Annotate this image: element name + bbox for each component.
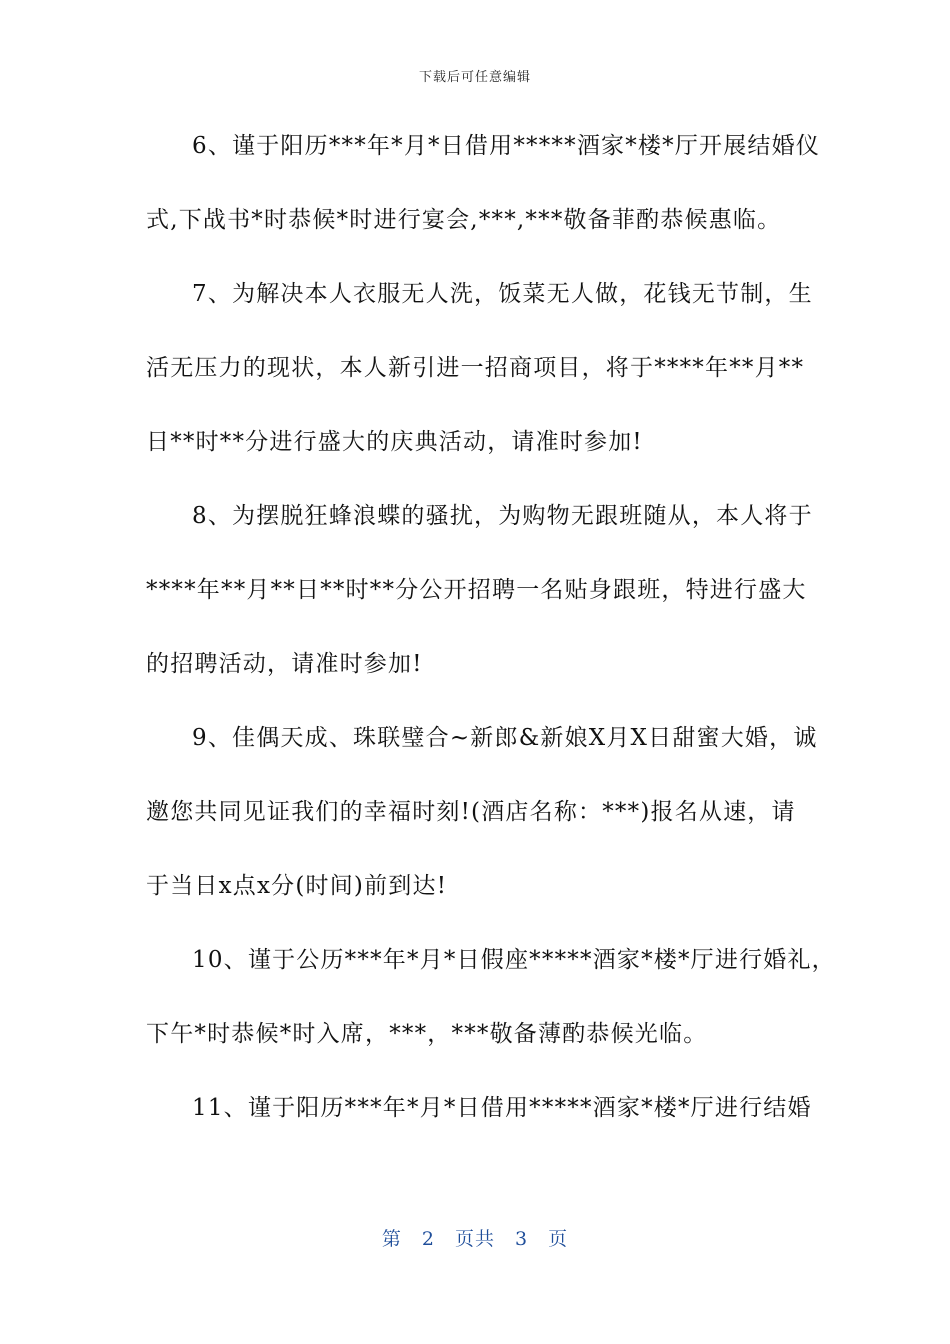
paragraph-9-line-2: 邀您共同见证我们的幸福时刻!(酒店名称：***)报名从速，请 — [146, 799, 796, 825]
document-body — [146, 120, 836, 1156]
paragraph-7-line-2: 活无压力的现状，本人新引进一招商项目，将于****年**月** — [146, 355, 805, 381]
paragraph-10-line-2: 下午*时恭候*时入席，***，***敬备薄酌恭候光临。 — [146, 1021, 708, 1047]
paragraph-11-line-1: 11、谨于阳历***年*月*日借用*****酒家*楼*厅进行结婚 — [192, 1095, 812, 1121]
paragraph-10-line-1: 10、谨于公历***年*月*日假座*****酒家*楼*厅进行婚礼， — [192, 947, 836, 973]
header-note: 下载后可任意编辑 — [418, 70, 531, 85]
paragraph-8-line-2: ****年**月**日**时**分公开招聘一名贴身跟班，特进行盛大 — [146, 577, 807, 603]
paragraph-8-line-1: 8、为摆脱狂蜂浪蝶的骚扰，为购物无跟班随从，本人将于 — [192, 503, 813, 529]
paragraph-7-line-1: 7、为解决本人衣服无人洗，饭菜无人做，花钱无节制，生 — [192, 281, 813, 307]
page-total: 3 — [515, 1228, 529, 1250]
paragraph-8-line-3: 的招聘活动，请准时参加! — [146, 651, 423, 677]
paragraph-9-line-1: 9、佳偶天成、珠联璧合~新郎&新娘X月X日甜蜜大婚，诚 — [192, 725, 818, 751]
page-footer — [0, 1224, 950, 1251]
paragraph-9-line-3: 于当日x点x分(时间)前到达! — [146, 873, 448, 899]
page-prefix: 第 — [381, 1228, 402, 1250]
page-suffix: 页 — [548, 1228, 569, 1250]
paragraph-6-line-1: 6、谨于阳历***年*月*日借用*****酒家*楼*厅开展结婚仪 — [192, 133, 821, 159]
paragraph-7-line-3: 日**时**分进行盛大的庆典活动，请准时参加! — [146, 429, 643, 455]
page-mid: 页共 — [454, 1228, 495, 1250]
page-current: 2 — [421, 1228, 435, 1250]
paragraph-6-line-2: 式,下战书*时恭候*时进行宴会,***,***敬备菲酌恭候惠临。 — [146, 207, 782, 233]
